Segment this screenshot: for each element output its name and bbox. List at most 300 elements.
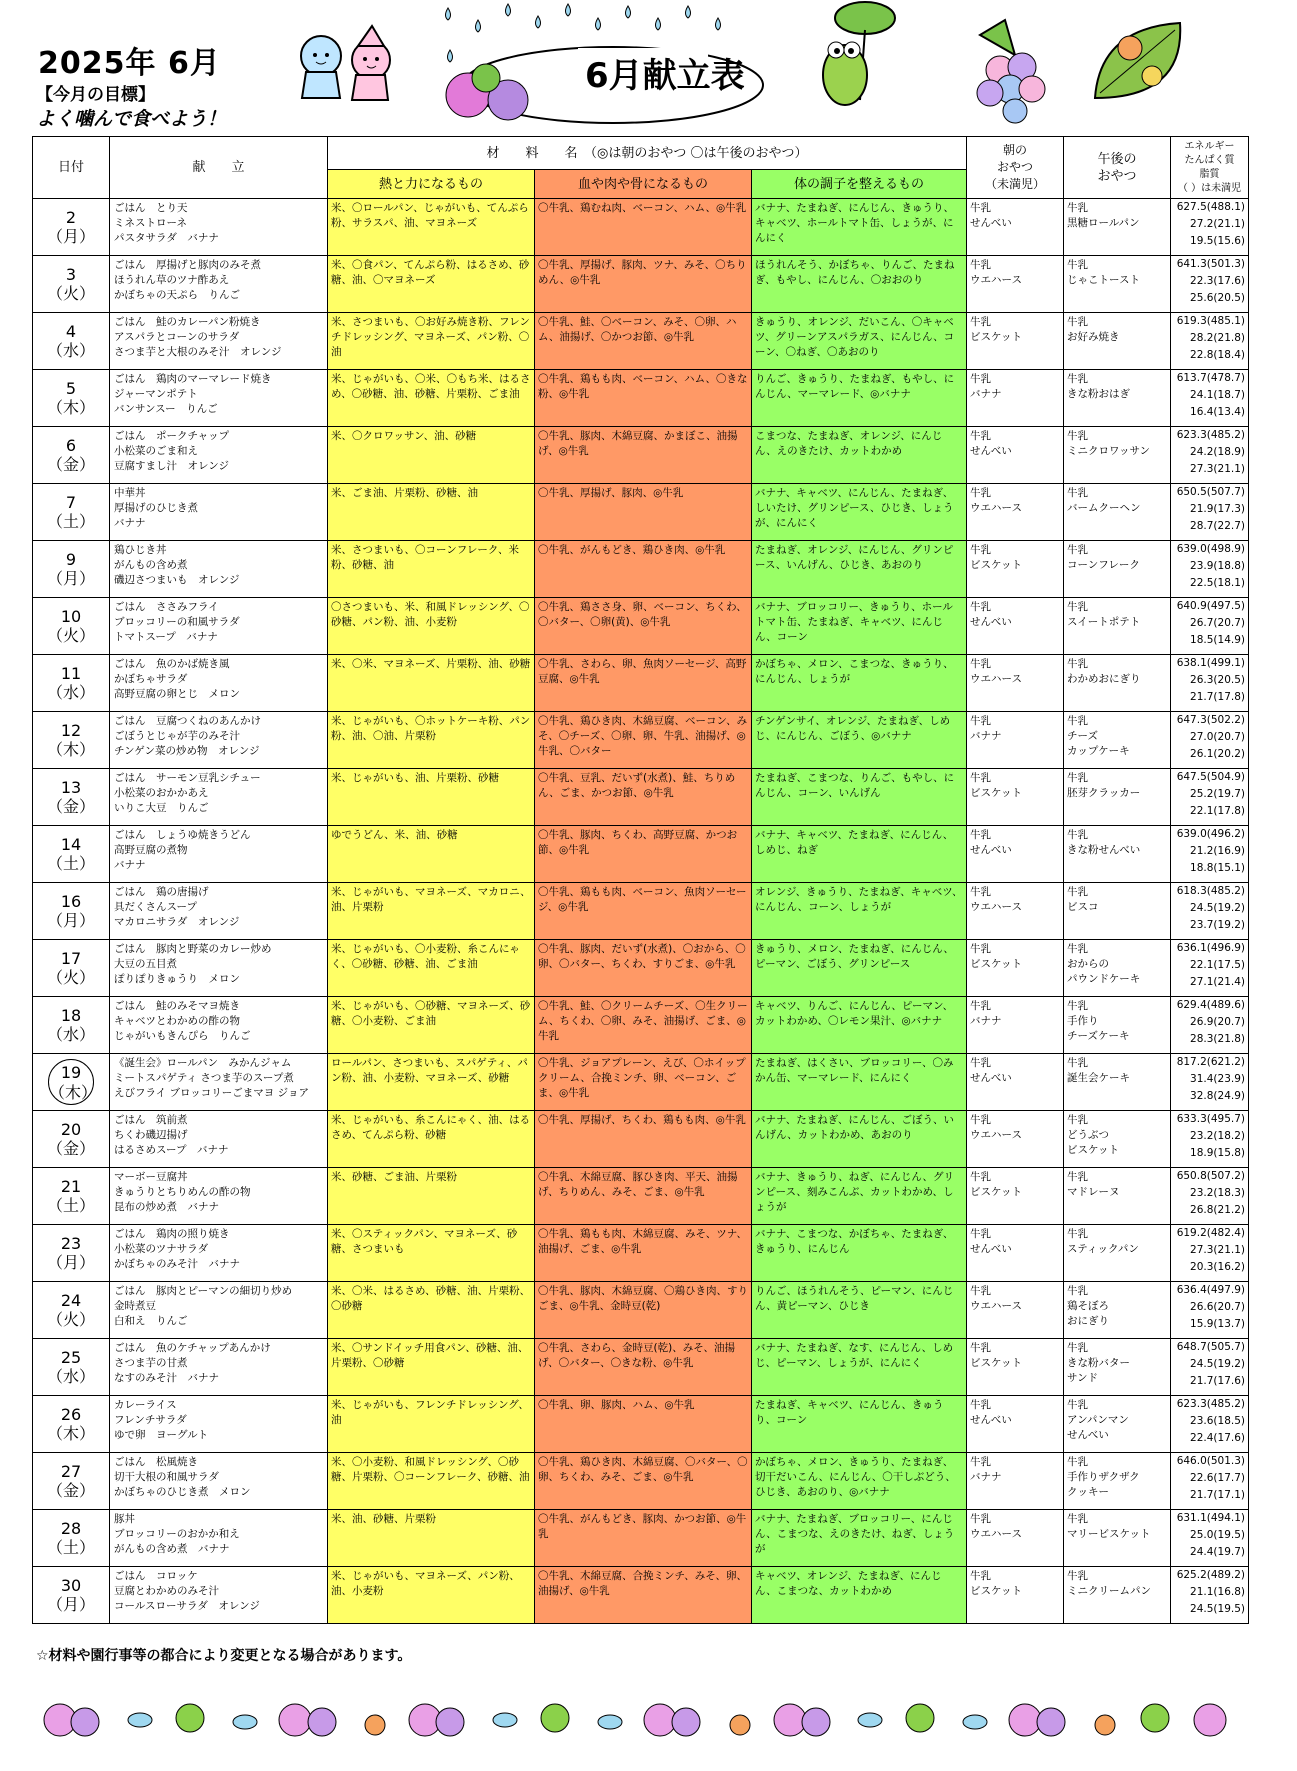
energy-ingredients: 〇さつまいも、米、和風ドレッシング、〇砂糖、パン粉、油、小麦粉: [328, 598, 535, 655]
date-cell: [33, 1168, 110, 1225]
menu-cell: [110, 1510, 328, 1567]
dish-line: ごはん 鶏の唐揚げ: [114, 886, 209, 898]
col-morning-snack-header: 朝の おやつ （未満児）: [967, 137, 1064, 199]
condition-ingredients: たまねぎ、はくさい、ブロッコリー、〇みかん缶、マーマレード、にんにく: [752, 1054, 967, 1111]
weekday: （水）: [46, 1367, 95, 1386]
date-cell: [33, 1510, 110, 1567]
dish-line: さつま芋の甘煮: [114, 1357, 188, 1369]
condition-ingredients: かぼちゃ、メロン、きゅうり、たまねぎ、切干だいこん、にんじん、〇干しぶどう、ひじき、あおのり、◎バナナ: [752, 1453, 967, 1510]
day-number: 4: [65, 322, 77, 341]
body-ingredients: 〇牛乳、豚肉、木綿豆腐、〇鶏ひき肉、すりごま、◎牛乳、金時豆(乾): [535, 1282, 752, 1339]
snack-item: ビスコ: [1067, 901, 1099, 913]
energy-value: 629.4(489.6): [1176, 999, 1245, 1011]
col-orange-header: 血や肉や骨になるもの: [535, 170, 752, 199]
date-cell: [33, 598, 110, 655]
dish-line: ごはん 鶏肉のマーマレード焼き: [114, 373, 272, 385]
body-ingredients: 〇牛乳、卵、豚肉、ハム、◎牛乳: [535, 1396, 752, 1453]
menu-cell: [110, 199, 328, 256]
afternoon-snack-cell: [1064, 769, 1171, 826]
day-number: 20: [60, 1120, 82, 1139]
menu-row: [33, 1054, 1249, 1111]
fat-value: 26.8(21.2): [1190, 1204, 1245, 1216]
dish-line: 具だくさんスープ: [114, 901, 197, 913]
day-number: 14: [60, 835, 82, 854]
snack-item: 牛乳: [1067, 658, 1088, 670]
afternoon-snack-cell: [1064, 712, 1171, 769]
nutrition-cell: [1171, 313, 1249, 370]
dish-line: がんもの含め煮 バナナ: [114, 1543, 230, 1555]
dish-line: ごはん 筑前煮: [114, 1114, 188, 1126]
snack-item: ミニクリームパン: [1067, 1585, 1151, 1597]
morning-snack-cell: [967, 1225, 1064, 1282]
protein-value: 22.3(17.6): [1190, 275, 1245, 287]
snack-item: 誕生会ケーキ: [1067, 1072, 1130, 1084]
weekday: （木）: [46, 740, 95, 759]
date-cell: [33, 1111, 110, 1168]
body-ingredients: 〇牛乳、鶏ひき肉、木綿豆腐、ベーコン、みそ、〇チーズ、〇卵、卵、牛乳、油揚げ、◎牛乳、〇バター: [535, 712, 752, 769]
day-number: 12: [60, 721, 82, 740]
snack-item: チーズ: [1067, 730, 1098, 742]
snack-item: 牛乳: [1067, 829, 1088, 841]
energy-value: 641.3(501.3): [1176, 258, 1245, 270]
snack-item: ビスケット: [970, 1186, 1022, 1198]
body-ingredients: 〇牛乳、がんもどき、豚肉、かつお節、◎牛乳: [535, 1510, 752, 1567]
protein-value: 23.2(18.2): [1190, 1130, 1245, 1142]
energy-ingredients: 米、さつまいも、〇コーンフレーク、米粉、砂糖、油: [328, 541, 535, 598]
energy-ingredients: ゆでうどん、米、油、砂糖: [328, 826, 535, 883]
morning-snack-cell: [967, 427, 1064, 484]
menu-cell: [110, 370, 328, 427]
date-cell: [33, 484, 110, 541]
dish-line: 小松菜のおかかあえ: [114, 787, 209, 799]
nutrition-cell: [1171, 256, 1249, 313]
condition-ingredients: キャベツ、オレンジ、たまねぎ、にんじん、こまつな、カットわかめ: [752, 1567, 967, 1624]
body-ingredients: 〇牛乳、豚肉、木綿豆腐、かまぼこ、油揚げ、◎牛乳: [535, 427, 752, 484]
weekday: （月）: [46, 227, 95, 246]
dish-line: フレンチサラダ: [114, 1414, 187, 1426]
snack-item: ウエハース: [970, 673, 1022, 685]
snack-item: 牛乳: [970, 1570, 991, 1582]
weekday: （土）: [46, 1196, 95, 1215]
snack-item: コーンフレーク: [1067, 559, 1140, 571]
snack-item: 牛乳: [970, 487, 991, 499]
menu-body: [33, 199, 1249, 1624]
date-cell: [33, 313, 110, 370]
col-date-header: 日付: [33, 137, 110, 199]
energy-value: 631.1(494.1): [1176, 1512, 1245, 1524]
day-number: 25: [60, 1348, 82, 1367]
dish-line: チンゲン菜の炒め物 オレンジ: [114, 745, 260, 757]
col-ingredients-header: 材 料 名 （◎は朝のおやつ 〇は午後のおやつ）: [328, 137, 967, 170]
fat-value: 21.7(17.6): [1190, 1375, 1245, 1387]
afternoon-snack-cell: [1064, 199, 1171, 256]
dish-line: キャベツとわかめの酢の物: [114, 1015, 240, 1027]
energy-value: 625.2(489.2): [1176, 1569, 1245, 1581]
dish-line: ぽりぽりきゅうり メロン: [114, 973, 240, 985]
morning-snack-cell: [967, 1111, 1064, 1168]
snack-item: 牛乳: [1067, 202, 1088, 214]
body-ingredients: 〇牛乳、厚揚げ、ちくわ、鶏もも肉、◎牛乳: [535, 1111, 752, 1168]
snack-item: せんべい: [1067, 1429, 1109, 1441]
page-title: 6月献立表: [585, 56, 745, 96]
snack-item: 牛乳: [970, 1399, 991, 1411]
menu-row: [33, 199, 1249, 256]
menu-row: [33, 769, 1249, 826]
col-afternoon-snack-header: 午後の おやつ: [1064, 137, 1171, 199]
fat-value: 21.7(17.8): [1190, 691, 1245, 703]
snack-item: 牛乳: [1067, 1285, 1088, 1297]
dish-line: マカロニサラダ オレンジ: [114, 916, 240, 928]
day-number: 9: [65, 550, 77, 569]
morning-snack-cell: [967, 712, 1064, 769]
protein-value: 22.1(17.5): [1190, 959, 1245, 971]
body-ingredients: 〇牛乳、ジョアプレーン、えび、〇ホイップクリーム、合挽ミンチ、卵、ベーコン、ごま、◎牛乳: [535, 1054, 752, 1111]
weekday: （火）: [46, 284, 95, 303]
weekday: （土）: [46, 512, 95, 531]
snack-item: 牛乳: [1067, 1513, 1088, 1525]
dish-line: 鶏ひじき丼: [114, 544, 167, 556]
dish-line: マーボー豆腐丼: [114, 1171, 188, 1183]
menu-row: [33, 655, 1249, 712]
protein-value: 24.2(18.9): [1190, 446, 1245, 458]
weekday: （水）: [46, 341, 95, 360]
afternoon-snack-cell: [1064, 1054, 1171, 1111]
menu-cell: [110, 826, 328, 883]
nutrition-cell: [1171, 1453, 1249, 1510]
dish-line: かぼちゃの天ぷら りんご: [114, 289, 240, 301]
snack-item: きな粉せんべい: [1067, 844, 1141, 856]
energy-ingredients: 米、〇米、マヨネーズ、片栗粉、油、砂糖: [328, 655, 535, 712]
snack-item: ミニクロワッサン: [1067, 445, 1150, 457]
energy-value: 650.5(507.7): [1176, 486, 1245, 498]
condition-ingredients: バナナ、キャベツ、にんじん、たまねぎ、しいたけ、グリンピース、ひじき、しょうが、にんにく: [752, 484, 967, 541]
energy-ingredients: 米、じゃがいも、〇米、〇もち米、はるさめ、〇砂糖、油、砂糖、片栗粉、ごま油: [328, 370, 535, 427]
energy-value: 636.1(496.9): [1176, 942, 1245, 954]
energy-ingredients: 米、〇サンドイッチ用食パン、砂糖、油、片栗粉、〇砂糖: [328, 1339, 535, 1396]
date-cell: [33, 1453, 110, 1510]
date-cell: [33, 997, 110, 1054]
day-number: 19: [60, 1063, 82, 1082]
dish-line: バンサンスー りんご: [114, 403, 218, 415]
body-ingredients: 〇牛乳、鮭、〇クリームチーズ、〇生クリーム、ちくわ、〇卵、みそ、油揚げ、ごま、◎牛乳: [535, 997, 752, 1054]
menu-row: [33, 256, 1249, 313]
energy-ingredients: 米、じゃがいも、糸こんにゃく、油、はるさめ、てんぷら粉、砂糖: [328, 1111, 535, 1168]
energy-ingredients: 米、じゃがいも、〇小麦粉、糸こんにゃく、〇砂糖、砂糖、油、ごま油: [328, 940, 535, 997]
fat-value: 22.1(17.8): [1190, 805, 1245, 817]
condition-ingredients: バナナ、たまねぎ、にんじん、ごぼう、いんげん、カットわかめ、あおのり: [752, 1111, 967, 1168]
snack-item: ウエハース: [970, 502, 1022, 514]
snack-item: バームクーヘン: [1067, 502, 1141, 514]
snack-item: 牛乳: [1067, 1570, 1088, 1582]
condition-ingredients: オレンジ、きゅうり、たまねぎ、キャベツ、にんじん、コーン、しょうが: [752, 883, 967, 940]
date-cell: [33, 1225, 110, 1282]
protein-value: 26.7(20.7): [1190, 617, 1245, 629]
snack-item: 牛乳: [1067, 715, 1088, 727]
energy-value: 647.3(502.2): [1176, 714, 1245, 726]
dish-line: ブロッコリーの和風サラダ: [114, 616, 240, 628]
dish-line: さつま芋と大根のみそ汁 オレンジ: [114, 346, 282, 358]
snack-item: マリービスケット: [1067, 1528, 1151, 1540]
morning-snack-cell: [967, 598, 1064, 655]
snack-item: 牛乳: [970, 1285, 991, 1297]
protein-value: 28.2(21.8): [1190, 332, 1245, 344]
fat-value: 20.3(16.2): [1190, 1261, 1245, 1273]
menu-row: [33, 1225, 1249, 1282]
menu-cell: [110, 1396, 328, 1453]
weekday: （月）: [46, 1595, 95, 1614]
day-number: 3: [65, 265, 77, 284]
weekday: （金）: [46, 1481, 95, 1500]
protein-value: 22.6(17.7): [1190, 1472, 1245, 1484]
weekday: （水）: [46, 683, 95, 702]
date-cell: [33, 940, 110, 997]
nutrition-cell: [1171, 427, 1249, 484]
dish-line: カレーライス: [114, 1399, 177, 1411]
menu-cell: [110, 1225, 328, 1282]
menu-row: [33, 484, 1249, 541]
condition-ingredients: きゅうり、オレンジ、だいこん、〇キャベツ、グリーンアスパラガス、にんじん、コーン、〇ねぎ、〇あおのり: [752, 313, 967, 370]
morning-snack-cell: [967, 484, 1064, 541]
col-yellow-header: 熱と力になるもの: [328, 170, 535, 199]
body-ingredients: 〇牛乳、鶏ひき肉、木綿豆腐、〇バター、〇卵、ちくわ、みそ、ごま、◎牛乳: [535, 1453, 752, 1510]
nutrition-cell: [1171, 1225, 1249, 1282]
snack-item: ウエハース: [970, 1528, 1022, 1540]
energy-value: 646.0(501.3): [1176, 1455, 1245, 1467]
body-ingredients: 〇牛乳、厚揚げ、豚肉、◎牛乳: [535, 484, 752, 541]
menu-cell: [110, 541, 328, 598]
menu-table: [32, 136, 1249, 1624]
col-nutrition-header: エネルギー たんぱく質 脂質 （ ）は未満児: [1171, 137, 1249, 199]
condition-ingredients: たまねぎ、キャベツ、にんじん、きゅうり、コーン: [752, 1396, 967, 1453]
energy-value: 648.7(505.7): [1176, 1341, 1245, 1353]
weekday: （木）: [46, 398, 95, 417]
snack-item: おにぎり: [1067, 1315, 1109, 1327]
menu-row: [33, 1396, 1249, 1453]
dish-line: 切干大根の和風サラダ: [114, 1471, 219, 1483]
day-number: 23: [60, 1234, 82, 1253]
afternoon-snack-cell: [1064, 484, 1171, 541]
protein-value: 25.2(19.7): [1190, 788, 1245, 800]
menu-row: [33, 712, 1249, 769]
goal-text: よく噛んで食べよう！: [36, 108, 227, 130]
condition-ingredients: バナナ、たまねぎ、なす、にんじん、しめじ、ピーマン、しょうが、にんにく: [752, 1339, 967, 1396]
fat-value: 28.7(22.7): [1190, 520, 1245, 532]
condition-ingredients: バナナ、きゅうり、ねぎ、にんじん、グリンピース、刻みこんぶ、カットわかめ、しょうが: [752, 1168, 967, 1225]
body-ingredients: 〇牛乳、がんもどき、鶏ひき肉、◎牛乳: [535, 541, 752, 598]
dish-line: いりこ大豆 りんご: [114, 802, 209, 814]
snack-item: おからの: [1067, 958, 1109, 970]
energy-ingredients: 米、じゃがいも、マヨネーズ、パン粉、油、小麦粉: [328, 1567, 535, 1624]
snack-item: せんべい: [970, 1072, 1012, 1084]
nutrition-cell: [1171, 1111, 1249, 1168]
date-cell: [33, 712, 110, 769]
goal-label: 【今月の目標】: [36, 85, 155, 105]
body-ingredients: 〇牛乳、厚揚げ、豚肉、ツナ、みそ、〇ちりめん、◎牛乳: [535, 256, 752, 313]
snack-item: 牛乳: [970, 544, 991, 556]
nutrition-cell: [1171, 541, 1249, 598]
nutrition-cell: [1171, 484, 1249, 541]
afternoon-snack-cell: [1064, 1282, 1171, 1339]
bottom-decoration-border: [30, 1690, 1250, 1750]
afternoon-snack-cell: [1064, 1510, 1171, 1567]
fat-value: 28.3(21.8): [1190, 1033, 1245, 1045]
dish-line: 昆布の炒め煮 バナナ: [114, 1201, 219, 1213]
dish-line: ミネストローネ: [114, 217, 187, 229]
energy-ingredients: 米、〇食パン、てんぷら粉、はるさめ、砂糖、油、〇マヨネーズ: [328, 256, 535, 313]
fat-value: 24.5(19.5): [1190, 1603, 1245, 1615]
snack-item: ビスケット: [970, 1357, 1022, 1369]
condition-ingredients: チンゲンサイ、オレンジ、たまねぎ、しめじ、にんじん、ごぼう、◎バナナ: [752, 712, 967, 769]
fat-value: 16.4(13.4): [1190, 406, 1245, 418]
energy-ingredients: 米、さつまいも、〇お好み焼き粉、フレンチドレッシング、マヨネーズ、パン粉、〇油: [328, 313, 535, 370]
snack-item: カップケーキ: [1067, 745, 1130, 757]
col-green-header: 体の調子を整えるもの: [752, 170, 967, 199]
dish-line: 豆腐とわかめのみそ汁: [114, 1585, 219, 1597]
energy-value: 636.4(497.9): [1176, 1284, 1245, 1296]
afternoon-snack-cell: [1064, 997, 1171, 1054]
body-ingredients: 〇牛乳、鶏もも肉、ベーコン、ハム、〇きな粉、◎牛乳: [535, 370, 752, 427]
condition-ingredients: キャベツ、りんご、にんじん、ピーマン、カットわかめ、〇レモン果汁、◎バナナ: [752, 997, 967, 1054]
condition-ingredients: きゅうり、メロン、たまねぎ、にんじん、ピーマン、ごぼう、グリンピース: [752, 940, 967, 997]
snack-item: 胚芽クラッカー: [1067, 787, 1141, 799]
snack-item: 牛乳: [1067, 943, 1088, 955]
snack-item: 牛乳: [970, 202, 991, 214]
fat-value: 27.3(21.1): [1190, 463, 1245, 475]
snack-item: 牛乳: [970, 886, 991, 898]
date-cell: [33, 256, 110, 313]
hydrangea-illustration: [960, 15, 1060, 130]
dish-line: 豆腐すまし汁 オレンジ: [114, 460, 229, 472]
snack-item: 牛乳: [1067, 1342, 1088, 1354]
afternoon-snack-cell: [1064, 1567, 1171, 1624]
fat-value: 18.8(15.1): [1190, 862, 1245, 874]
energy-value: 647.5(504.9): [1176, 771, 1245, 783]
body-ingredients: 〇牛乳、木綿豆腐、合挽ミンチ、みそ、卵、油揚げ、◎牛乳: [535, 1567, 752, 1624]
condition-ingredients: りんご、きゅうり、たまねぎ、もやし、にんじん、マーマレード、◎バナナ: [752, 370, 967, 427]
day-number: 13: [60, 778, 82, 797]
snack-item: どうぶつ: [1067, 1129, 1109, 1141]
energy-value: 623.3(485.2): [1176, 429, 1245, 441]
day-number: 27: [60, 1462, 82, 1481]
snack-item: せんべい: [970, 217, 1012, 229]
nutrition-cell: [1171, 655, 1249, 712]
dish-line: ごはん 魚のかば焼き風: [114, 658, 230, 670]
weekday: （金）: [46, 797, 95, 816]
dish-line: ごはん 豚肉と野菜のカレー炒め: [114, 943, 272, 955]
menu-row: [33, 313, 1249, 370]
protein-value: 21.2(16.9): [1190, 845, 1245, 857]
morning-snack-cell: [967, 883, 1064, 940]
condition-ingredients: バナナ、たまねぎ、にんじん、きゅうり、キャベツ、ホールトマト缶、しょうが、にんにく: [752, 199, 967, 256]
dish-line: ごはん とり天: [114, 202, 188, 214]
afternoon-snack-cell: [1064, 655, 1171, 712]
footer-note: ☆材料や園行事等の都合により変更となる場合があります。: [36, 1648, 412, 1664]
snack-item: きな粉バター: [1067, 1357, 1130, 1369]
snack-item: 牛乳: [970, 316, 991, 328]
menu-row: [33, 427, 1249, 484]
dish-line: ごはん 魚のケチャップあんかけ: [114, 1342, 271, 1354]
day-number: 17: [60, 949, 82, 968]
date-cell: [33, 541, 110, 598]
protein-value: 23.2(18.3): [1190, 1187, 1245, 1199]
protein-value: 26.3(20.5): [1190, 674, 1245, 686]
energy-value: 633.3(495.7): [1176, 1113, 1245, 1125]
morning-snack-cell: [967, 769, 1064, 826]
nutrition-cell: [1171, 199, 1249, 256]
protein-value: 26.9(20.7): [1190, 1016, 1245, 1028]
body-ingredients: 〇牛乳、鶏もも肉、木綿豆腐、みそ、ツナ、油揚げ、ごま、◎牛乳: [535, 1225, 752, 1282]
snack-item: 牛乳: [1067, 1114, 1088, 1126]
dish-line: ゆで卵 ヨーグルト: [114, 1429, 209, 1441]
day-number: 30: [60, 1576, 82, 1595]
body-ingredients: 〇牛乳、豆乳、だいず(水煮)、鮭、ちりめん、ごま、かつお節、◎牛乳: [535, 769, 752, 826]
menu-row: [33, 826, 1249, 883]
menu-cell: [110, 484, 328, 541]
fat-value: 27.1(21.4): [1190, 976, 1245, 988]
menu-cell: [110, 1282, 328, 1339]
dish-line: ごはん コロッケ: [114, 1570, 198, 1582]
body-ingredients: 〇牛乳、豚肉、だいず(水煮)、〇おから、〇卵、〇バター、ちくわ、すりごま、◎牛乳: [535, 940, 752, 997]
dish-line: ごはん 厚揚げと豚肉のみそ煮: [114, 259, 261, 271]
fat-value: 24.4(19.7): [1190, 1546, 1245, 1558]
energy-value: 650.8(507.2): [1176, 1170, 1245, 1182]
dish-line: かぼちゃのひじき煮 メロン: [114, 1486, 251, 1498]
snack-item: 牛乳: [970, 1456, 991, 1468]
afternoon-snack-cell: [1064, 256, 1171, 313]
menu-cell: [110, 1111, 328, 1168]
dish-line: 《誕生会》ロールパン みかんジャム: [114, 1057, 292, 1069]
dish-line: パスタサラダ バナナ: [114, 232, 219, 244]
body-ingredients: 〇牛乳、鶏もも肉、ベーコン、魚肉ソーセージ、◎牛乳: [535, 883, 752, 940]
afternoon-snack-cell: [1064, 1339, 1171, 1396]
snack-item: アンパンマン: [1067, 1414, 1129, 1426]
dish-line: トマトスープ バナナ: [114, 631, 218, 643]
weekday: （土）: [46, 1538, 95, 1557]
snack-item: 牛乳: [970, 829, 991, 841]
snack-item: 牛乳: [1067, 1000, 1088, 1012]
dish-line: 高野豆腐の煮物: [114, 844, 188, 856]
snack-item: 牛乳: [1067, 373, 1088, 385]
dish-line: ごはん 鮭のみそマヨ焼き: [114, 1000, 240, 1012]
menu-cell: [110, 769, 328, 826]
snack-item: せんべい: [970, 1243, 1012, 1255]
fat-value: 26.1(20.2): [1190, 748, 1245, 760]
fat-value: 19.5(15.6): [1190, 235, 1245, 247]
body-ingredients: 〇牛乳、鮭、〇ベーコン、みそ、〇卵、ハム、油揚げ、〇かつお節、◎牛乳: [535, 313, 752, 370]
snack-item: ビスケット: [970, 559, 1022, 571]
menu-cell: [110, 1168, 328, 1225]
snack-item: 牛乳: [970, 1114, 991, 1126]
snack-item: 黒糖ロールパン: [1067, 217, 1140, 229]
dish-line: かぼちゃサラダ: [114, 673, 188, 685]
day-number: 16: [60, 892, 82, 911]
protein-value: 23.6(18.5): [1190, 1415, 1245, 1427]
snack-item: 牛乳: [1067, 1399, 1088, 1411]
afternoon-snack-cell: [1064, 1111, 1171, 1168]
dish-line: ちくわ磯辺揚げ: [114, 1129, 188, 1141]
menu-cell: [110, 940, 328, 997]
nutrition-cell: [1171, 940, 1249, 997]
protein-value: 26.6(20.7): [1190, 1301, 1245, 1313]
snack-item: ビスケット: [970, 787, 1022, 799]
teru-teru-bozu-illustration: [288, 20, 408, 110]
date-cell: [33, 883, 110, 940]
afternoon-snack-cell: [1064, 1396, 1171, 1453]
weekday: （木）: [46, 1424, 95, 1443]
protein-value: 24.1(18.7): [1190, 389, 1245, 401]
menu-row: [33, 370, 1249, 427]
dish-line: 小松菜のツナサラダ: [114, 1243, 209, 1255]
